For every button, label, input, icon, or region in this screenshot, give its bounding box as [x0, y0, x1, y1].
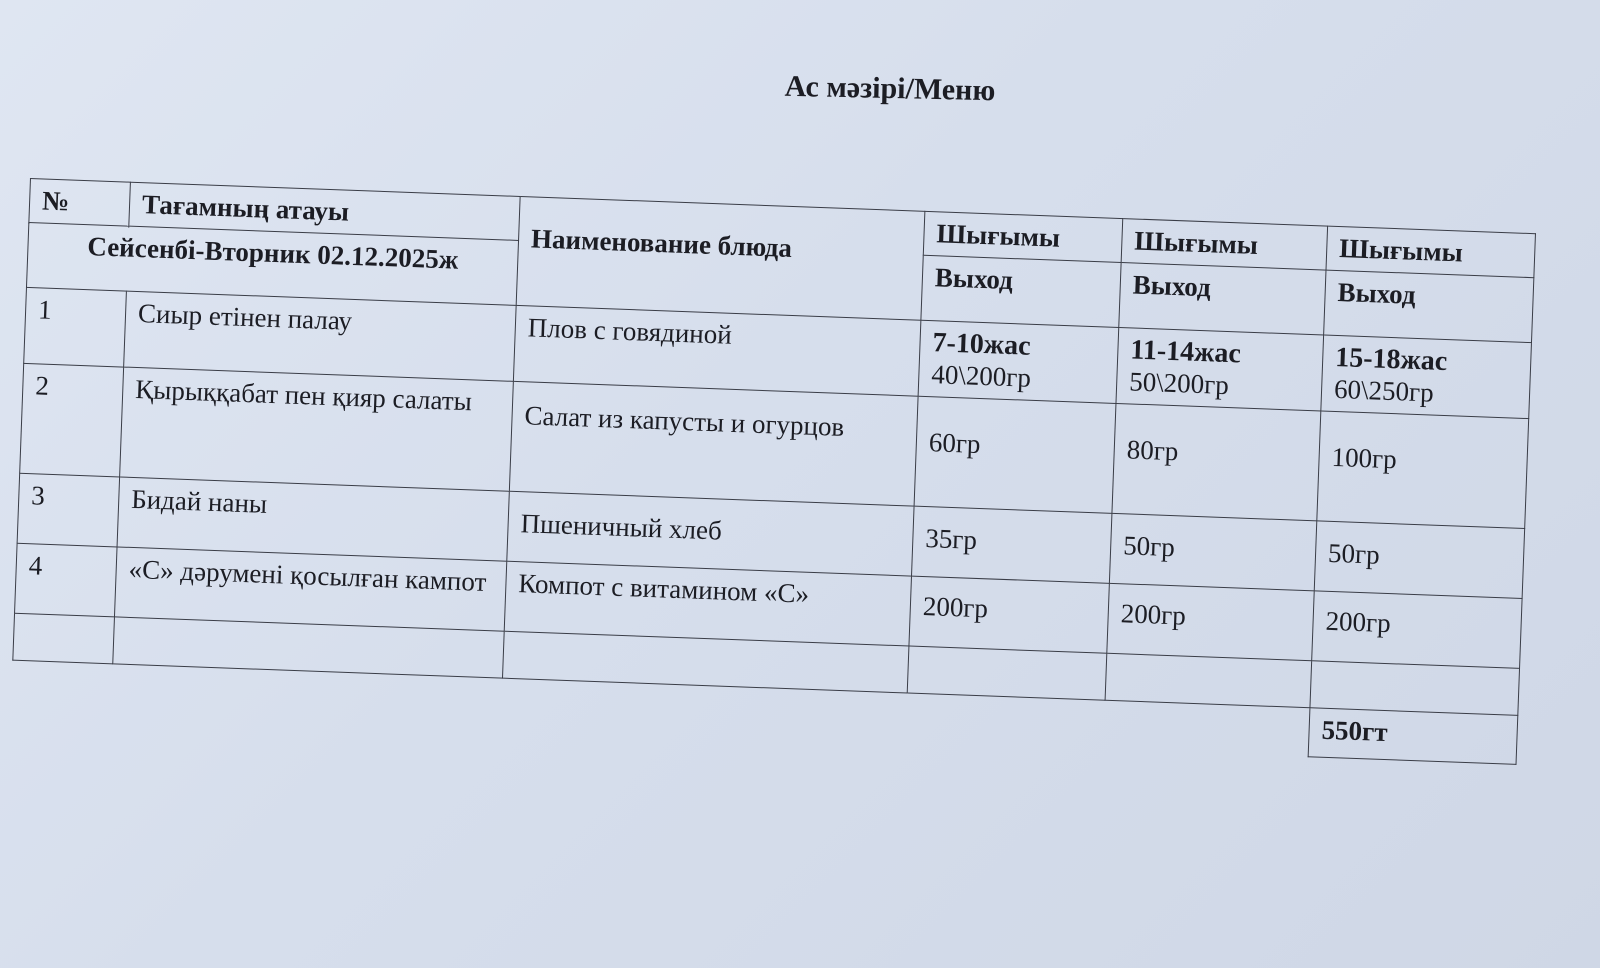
- dish-name-kz: «С» дәрумені қосылған кампот: [114, 547, 506, 631]
- header-name-ru: Наименование блюда: [516, 196, 925, 320]
- header-output-kz-1: Шығымы: [923, 211, 1122, 262]
- portion-cell-15-18: [1321, 335, 1532, 419]
- blank-cell: [1105, 654, 1312, 708]
- portion-value: 60\250гр: [1333, 374, 1435, 408]
- row-number: 1: [24, 287, 127, 367]
- portion-value: 100гр: [1317, 411, 1529, 529]
- portion-value: 50гр: [1314, 521, 1524, 599]
- portion-cell-11-14: [1116, 328, 1324, 412]
- menu-table-wrapper: [10, 178, 1535, 765]
- portion-value: 50гр: [1109, 514, 1316, 591]
- portion-value: 35гр: [911, 506, 1111, 583]
- portion-value: 50\200гр: [1128, 366, 1230, 401]
- dish-name-kz: Бидай наны: [117, 477, 509, 561]
- portion-value: 200гр: [909, 576, 1109, 653]
- portion-cell-7-10: [918, 320, 1119, 403]
- dish-name-ru: Салат из капусты и огурцов: [509, 382, 918, 507]
- portion-value: 60гр: [914, 396, 1116, 513]
- blank-cell: [907, 646, 1107, 700]
- row-number: 3: [17, 474, 119, 548]
- row-number: 4: [15, 544, 117, 618]
- dish-name-kz: Сиыр етінен палау: [124, 291, 517, 381]
- dish-name-kz: Қырыққабат пен қияр салаты: [120, 367, 514, 491]
- menu-table: [10, 178, 1535, 765]
- total-value: 550гт: [1308, 708, 1518, 765]
- portion-value: 40\200гр: [930, 359, 1032, 394]
- portion-value: 200гр: [1107, 584, 1314, 661]
- header-output-ru-3: Выход: [1324, 270, 1534, 343]
- header-output-ru-1: Выход: [921, 255, 1121, 327]
- day-label: Сейсенбі-Вторник 02.12.2025ж: [26, 223, 518, 306]
- dish-name-ru: Компот с витамином «С»: [504, 562, 911, 647]
- header-output-kz-2: Шығымы: [1121, 219, 1327, 271]
- row-number: 2: [20, 364, 124, 478]
- header-output-kz-3: Шығымы: [1326, 226, 1535, 278]
- age-group-7-10: 7-10жас: [932, 327, 1032, 362]
- age-group-15-18: 15-18жас: [1334, 342, 1448, 378]
- header-number: №: [29, 179, 131, 227]
- header-name-kz: Тағамның атауы: [129, 182, 520, 240]
- dish-name-ru: Пшеничный хлеб: [507, 492, 914, 577]
- header-output-ru-2: Выход: [1119, 263, 1326, 335]
- portion-value: 200гр: [1312, 591, 1522, 669]
- document-title: Ас мәзірі/Меню: [784, 69, 996, 108]
- portion-value: 80гр: [1112, 404, 1321, 521]
- blank-cell: [13, 614, 115, 665]
- age-group-11-14: 11-14жас: [1129, 334, 1242, 370]
- blank-cell: [1310, 661, 1520, 716]
- dish-name-ru: Плов с говядиной: [513, 305, 921, 396]
